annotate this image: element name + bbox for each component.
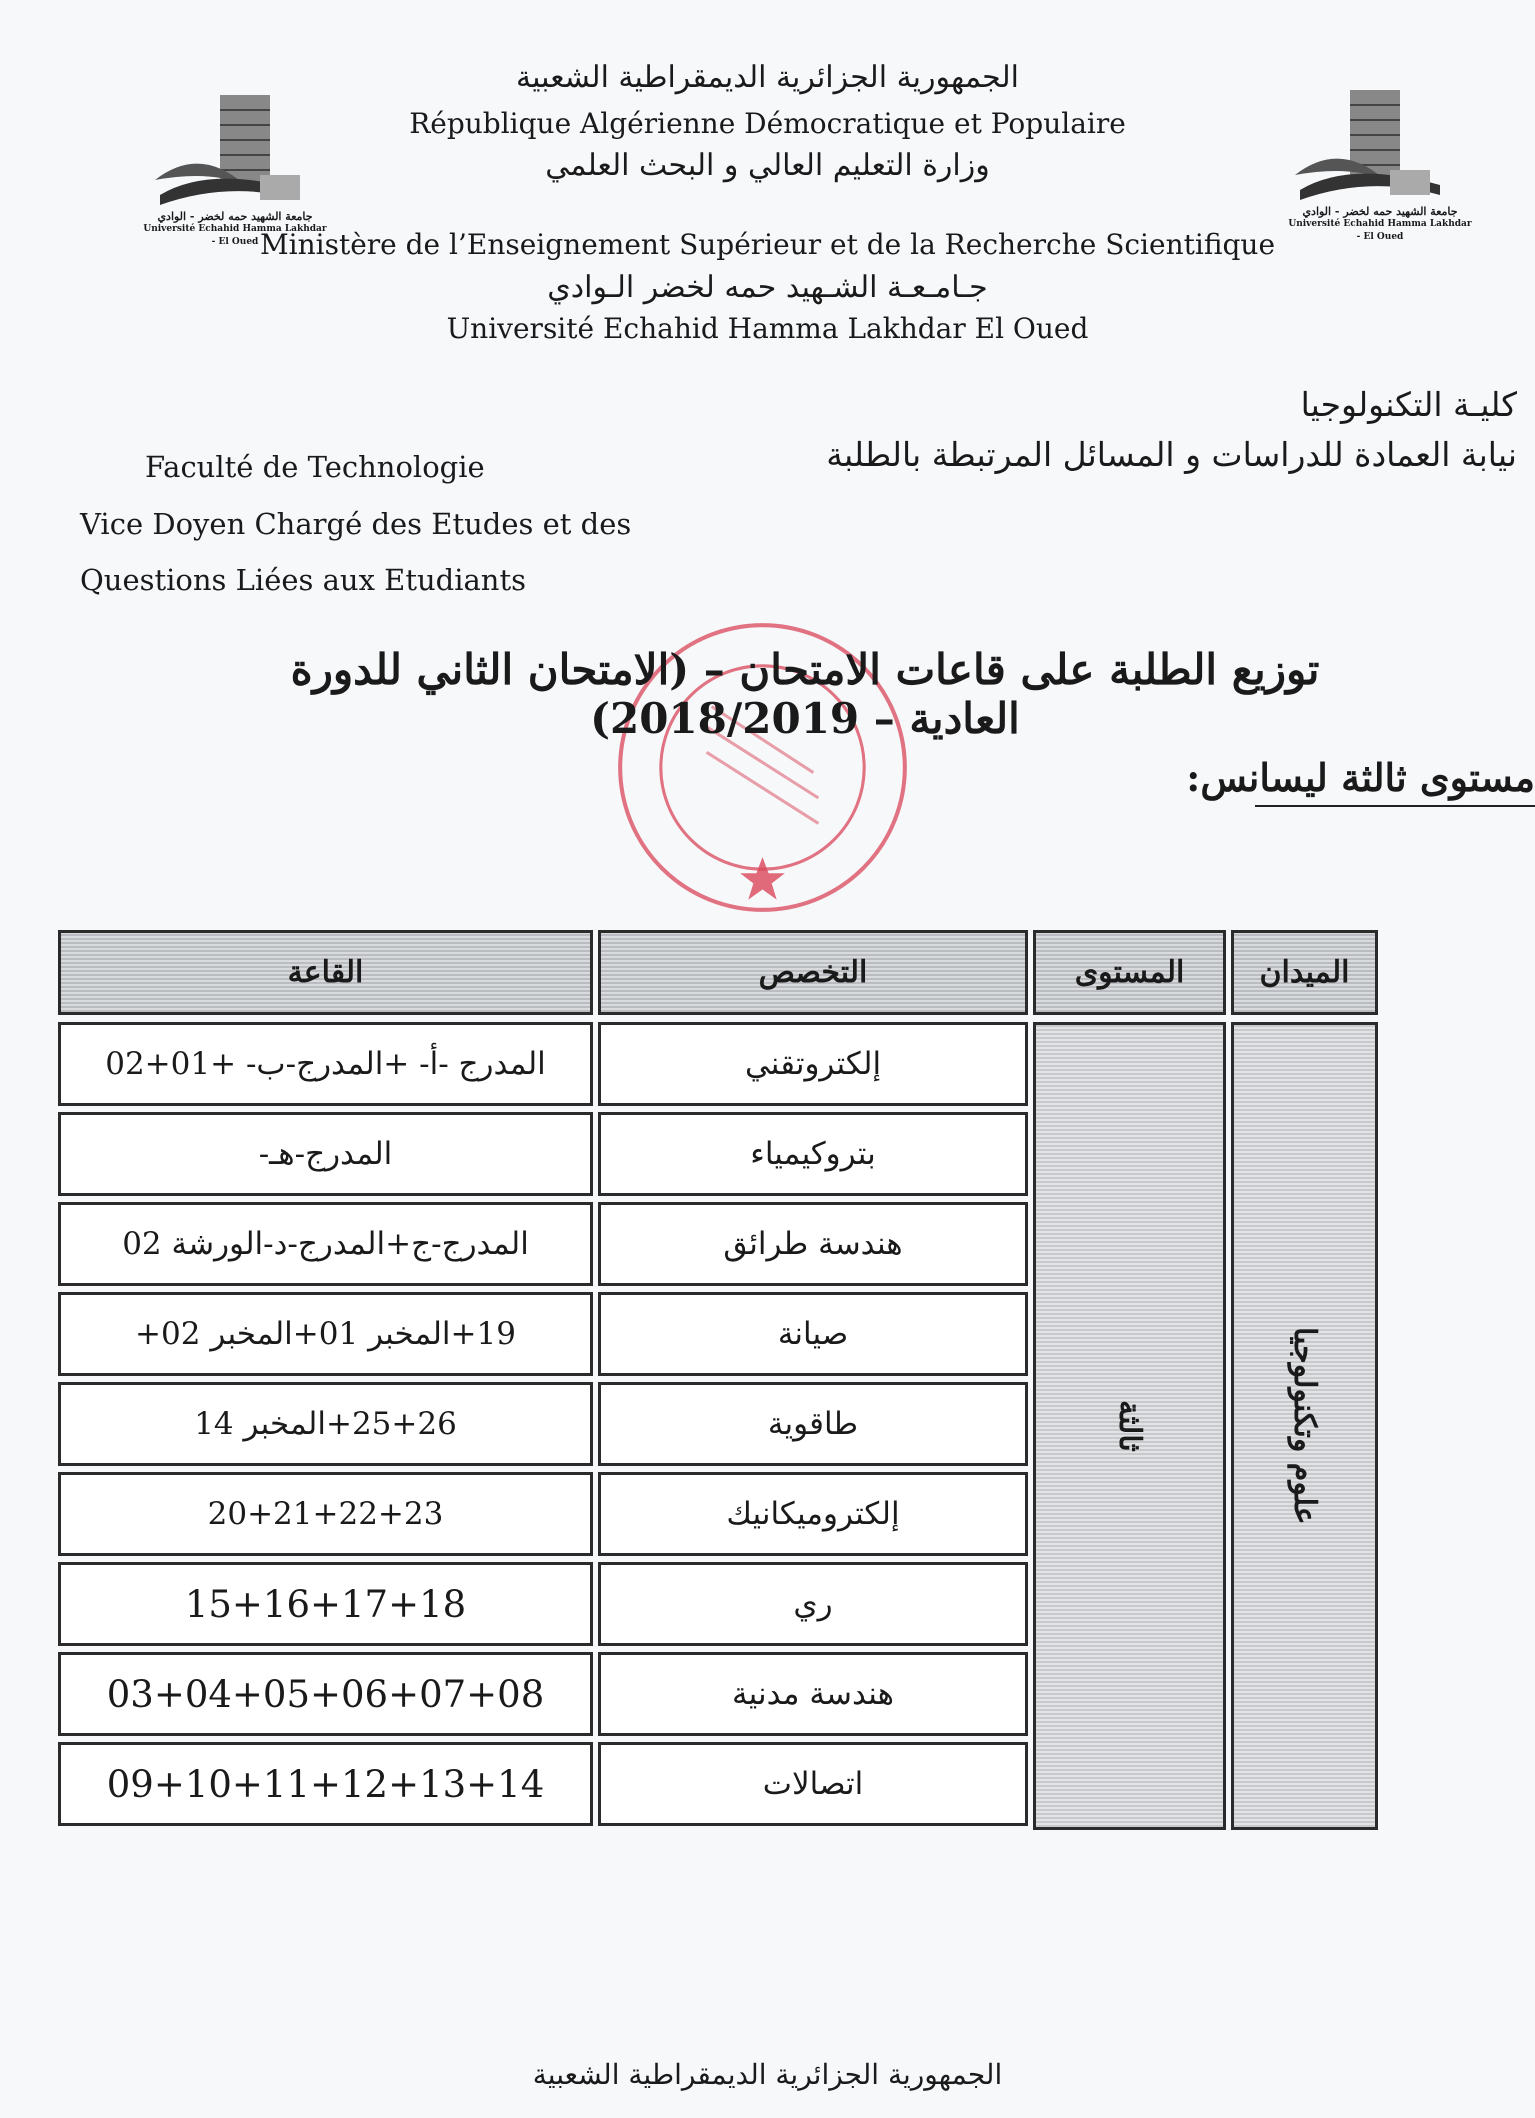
specialty-cell: هندسة طرائق <box>598 1202 1028 1286</box>
level-heading: مستوى ثالثة ليسانس: <box>1186 755 1535 800</box>
university-fr: Université Echahid Hamma Lakhdar El Oued <box>446 312 1089 345</box>
header-domain: الميدان <box>1231 930 1378 1015</box>
university-ar: جـامـعـة الشـهيد حمه لخضر الـوادي <box>547 270 988 305</box>
rooms-table <box>58 930 1378 1830</box>
room-cell: 15+16+17+18 <box>58 1562 593 1646</box>
ministry-fr: Ministère de l’Enseignement Supérieur et de la Recherche Scientifique <box>259 228 1276 261</box>
room-cell: المدرج-هـ- <box>58 1112 593 1196</box>
ministry-ar: وزارة التعليم العالي و البحث العلمي <box>545 148 990 183</box>
specialty-cell: إلكتروتقني <box>598 1022 1028 1106</box>
specialty-cell: اتصالات <box>598 1742 1028 1826</box>
logo-caption-right: جامعة الشهيد حمه لخضر - الوادي Université Echahid Hamma Lakhdar - El Oued <box>1288 205 1472 242</box>
vice-dean-fr-line1: Vice Doyen Chargé des Etudes et des <box>80 507 632 541</box>
room-cell: المدرج -أ- +المدرج-ب- +01+02 <box>58 1022 593 1106</box>
specialty-cell: إلكتروميكانيك <box>598 1472 1028 1556</box>
domain-value: علوم وتكنولوجيا <box>1287 1327 1322 1525</box>
header-room: القاعة <box>58 930 593 1015</box>
footer-republic-ar: الجمهورية الجزائرية الديمقراطية الشعبية <box>532 2058 1003 2091</box>
specialty-cell: هندسة مدنية <box>598 1652 1028 1736</box>
republic-fr: République Algérienne Démocratique et Populaire <box>409 107 1126 140</box>
faculty-name-fr: Faculté de Technologie <box>145 450 485 484</box>
room-cell: 19+المخبر 01+المخبر 02+ <box>58 1292 593 1376</box>
specialty-cell: طاقوية <box>598 1382 1028 1466</box>
vice-dean-ar: نيابة العمادة للدراسات و المسائل المرتبطة بالطلبة <box>826 435 1517 474</box>
republic-ar: الجمهورية الجزائرية الديمقراطية الشعبية <box>516 60 1019 95</box>
logo-caption-left: جامعة الشهيد حمه لخضر - الوادي Université Echahid Hamma Lakhdar - El Oued <box>143 210 327 247</box>
room-cell: المدرج-ج+المدرج-د-الورشة 02 <box>58 1202 593 1286</box>
room-cell: 09+10+11+12+13+14 <box>58 1742 593 1826</box>
room-cell: 20+21+22+23 <box>58 1472 593 1556</box>
specialty-cell: بتروكيمياء <box>598 1112 1028 1196</box>
domain-cell <box>1231 1022 1378 1830</box>
vice-dean-fr-line2: Questions Liées aux Etudiants <box>80 563 527 597</box>
specialty-cell: صيانة <box>598 1292 1028 1376</box>
document-title: توزيع الطلبة على قاعات الامتحان – (الامتحان الثاني للدورة العادية – 2018/2019) <box>290 645 1320 743</box>
level-underline <box>1255 805 1535 807</box>
faculty-name-ar: كليـة التكنولوجيا <box>1300 385 1517 424</box>
specialty-cell: ري <box>598 1562 1028 1646</box>
room-cell: 25+26+المخبر 14 <box>58 1382 593 1466</box>
level-cell <box>1033 1022 1226 1830</box>
level-value: ثالثة <box>1112 1400 1147 1452</box>
room-cell: 03+04+05+06+07+08 <box>58 1652 593 1736</box>
header-level: المستوى <box>1033 930 1226 1015</box>
header-specialty: التخصص <box>598 930 1028 1015</box>
